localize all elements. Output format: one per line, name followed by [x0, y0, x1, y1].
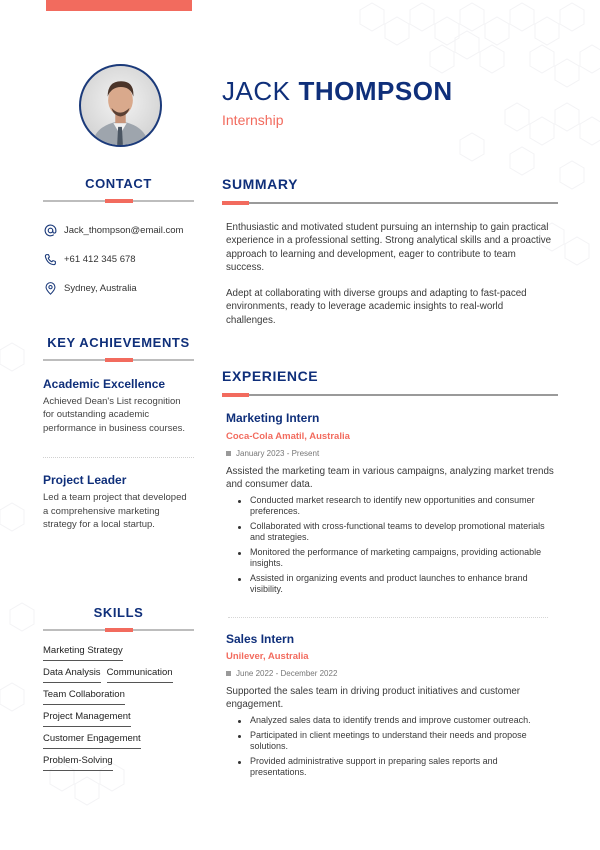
job-company: Unilever, Australia [226, 651, 309, 662]
job-dates [226, 449, 558, 458]
calendar-icon [226, 451, 231, 456]
experience-entry [222, 632, 558, 778]
achievement-separator [43, 457, 194, 458]
profile-photo [79, 64, 162, 147]
achievement-item [43, 377, 194, 435]
section-divider [222, 394, 558, 396]
contact-email[interactable] [43, 216, 194, 245]
summary-heading: SUMMARY [222, 176, 299, 192]
divider-accent [222, 393, 249, 397]
achievement-title: Project Leader [43, 473, 127, 488]
achievement-title: Academic Excellence [43, 377, 166, 391]
job-bullet: Collaborated with cross-functional teams to develop promotional materials and strategies. [226, 521, 558, 543]
contact-list [43, 216, 194, 303]
phone-icon [43, 253, 57, 267]
summary-section [222, 176, 558, 327]
skill-tag: Customer Engagement [43, 733, 141, 749]
divider-accent [222, 201, 249, 205]
achievements-section [43, 335, 194, 531]
job-bullet: Assisted in organizing events and product launches to enhance brand visibility. [226, 573, 558, 595]
contact-section [43, 176, 194, 303]
achievement-description: Achieved Dean's List recognition for outstanding academic performance in business courses. [43, 396, 186, 434]
contact-phone[interactable] [43, 245, 194, 274]
job-description: Assisted the marketing team in various campaigns, analyzing market trends and consumer data. [226, 466, 554, 490]
divider-accent [105, 199, 133, 203]
job-bullet: Participated in client meetings to understand their needs and propose solutions. [226, 730, 558, 752]
location-value: Sydney, Australia [64, 283, 137, 294]
location-pin-icon [43, 282, 57, 296]
first-name: JACK [222, 76, 291, 106]
job-bullet: Provided administrative support in preparing sales reports and presentations. [226, 756, 558, 778]
divider-accent [105, 628, 133, 632]
summary-paragraph: Enthusiastic and motivated student pursuing an internship to gain practical experience in a professional setting. Strong analytical skills and a proactive approach to learning and development, eager to contribute to team success. [226, 222, 552, 273]
section-divider [43, 629, 194, 631]
experience-separator [228, 617, 548, 618]
job-dates [226, 669, 558, 678]
skill-tag: Communication [107, 667, 173, 683]
section-divider [43, 359, 194, 361]
candidate-name [222, 76, 453, 107]
at-icon [43, 224, 57, 238]
last-name: THOMPSON [298, 76, 453, 106]
job-target-title: Internship [222, 112, 284, 128]
summary-paragraph: Adept at collaborating with diverse groups and adapting to fast-paced environments, ready to leverage academic insights to real-world challenges. [226, 288, 527, 326]
job-bullet: Analyzed sales data to identify trends and improve customer outreach. [226, 715, 558, 726]
skills-heading: SKILLS [93, 605, 144, 620]
section-divider [222, 202, 558, 204]
email-value: Jack_thompson@email.com [64, 225, 184, 236]
job-date-range: January 2023 - Present [236, 449, 320, 458]
achievements-heading: KEY ACHIEVEMENTS [47, 335, 190, 350]
achievement-description: Led a team project that developed a comprehensive marketing strategy for a local startup. [43, 492, 187, 531]
phone-value: +61 412 345 678 [64, 254, 136, 265]
skill-tag: Problem-Solving [43, 755, 113, 771]
job-description: Supported the sales team in driving product initiatives and customer engagement. [226, 686, 521, 710]
experience-heading: EXPERIENCE [222, 368, 319, 384]
job-bullet-list [226, 495, 558, 595]
job-date-range: June 2022 - December 2022 [236, 669, 338, 678]
top-accent-bar [46, 0, 192, 11]
skill-tag: Project Management [43, 711, 131, 727]
skill-tag: Data Analysis [43, 667, 101, 683]
skills-section [43, 605, 194, 777]
job-company: Coca-Cola Amatil, Australia [226, 431, 350, 442]
job-bullet: Monitored the performance of marketing campaigns, providing actionable insights. [226, 547, 558, 569]
skill-tag: Marketing Strategy [43, 645, 123, 661]
job-bullet-list [226, 715, 558, 778]
skill-tag: Team Collaboration [43, 689, 125, 705]
person-portrait-icon [81, 66, 160, 145]
calendar-icon [226, 671, 231, 676]
experience-section [222, 368, 558, 778]
job-title: Marketing Intern [226, 411, 320, 425]
experience-entry [222, 411, 558, 595]
job-bullet: Conducted market research to identify new opportunities and consumer preferences. [226, 495, 558, 517]
achievement-item [43, 473, 194, 531]
job-title: Sales Intern [226, 632, 295, 646]
skills-list [43, 645, 194, 771]
divider-accent [105, 358, 133, 362]
section-divider [43, 200, 194, 202]
contact-heading: CONTACT [85, 176, 152, 191]
contact-location [43, 274, 194, 303]
